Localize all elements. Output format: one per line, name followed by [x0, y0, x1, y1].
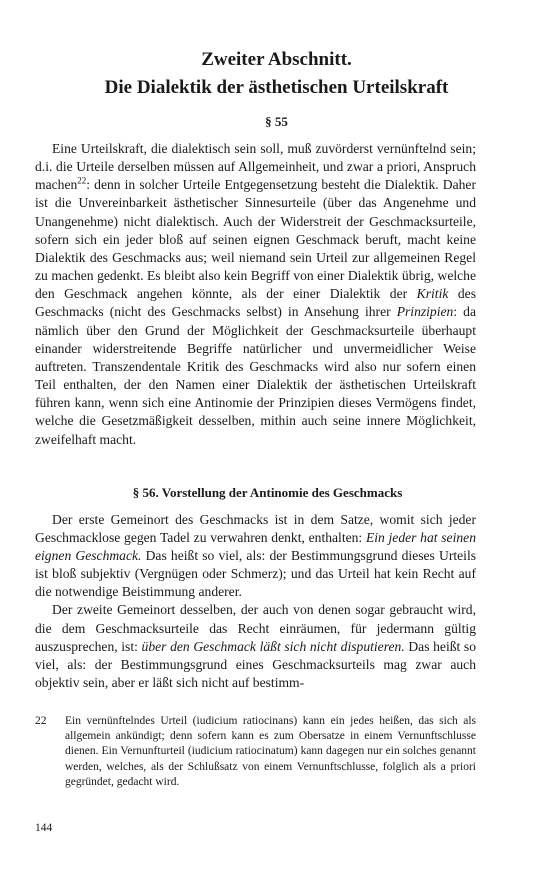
paragraph-56-text-2: [35, 601, 476, 692]
italic-kritik: Kritik: [416, 286, 449, 302]
text-run: des Geschmacks (nicht des Geschmacks selbst) in Ansehung ihrer: [35, 286, 476, 320]
text-run: Der erste Gemeinort des Geschmacks ist in dem Satze, womit sich jeder Geschmacklose gegen Tadel zu verwahren denkt, enthalten:: [35, 511, 476, 545]
paragraph-number-55: § 55: [265, 114, 288, 129]
text-run: Eine Urteilskraft, die dialektisch sein soll, muß zuvörderst vernünftelnd sein; d.i. die Urteile derselben müssen auf Allgemeinheit, und zwar a priori, Anspruch machen: [35, 141, 476, 193]
text-run: : denn in solcher Urteile Entgegensetzung besteht die Dialektik. Daher ist die Unvereinbarkeit ästhetischer Sinnesurteile (über das Angenehme und Unangenehme) nicht dialektisch. Auch der Widerstreit der Geschmacksurteile, sofern sich ein jeder bloß auf seinen eignen Geschmack beruft, macht keine Dialektik des Geschmacks aus; weil niemand sein Urteil zur allgemeinen Regel zu machen gedenkt. Es bleibt also kein Begriff von einer Dialektik übrig, welche den Geschmack angehen könnte, als der einer Dialektik der: [35, 177, 476, 302]
footnote-text: Ein vernünftelndes Urteil (iudicium ratiocinans) kann ein jedes heißen, das sich als allgemein ankündigt; denn sofern kann es zum Obersatze in einem Vernunftschlusse dienen. Ein Vernunfturteil (iudicium ratiocinatum) kann dagegen nur ein solches genannt werden, welches, als der Schlußsatz von einem Vernunftschlusse, folglich als a priori gegründet, gedacht wird.: [65, 715, 476, 788]
paragraph-56-text-1: [35, 511, 476, 602]
paragraph-56-title: § 56. Vorstellung der Antinomie des Geschmacks: [132, 484, 403, 500]
heading-line-2: Die Dialektik der ästhetischen Urteilskraft: [104, 77, 449, 98]
section-heading: [35, 46, 476, 102]
page-number: 144: [35, 822, 53, 834]
heading-line-1: Zweiter Abschnitt.: [201, 49, 352, 70]
footnote-reference: 22: [77, 175, 87, 186]
italic-prinzipien: Prinzipien: [396, 304, 454, 320]
text-run: Das heißt so viel, als: der Bestimmungsgrund eines Geschmacksurteils mag zwar auch objektiv sein, aber er läßt sich nicht auf bestimm-: [35, 638, 477, 691]
paragraph-55-text: [35, 140, 476, 449]
italic-quote: Ein jeder hat seinen eignen Geschmack.: [35, 529, 476, 563]
footnote-number: 22: [35, 715, 47, 727]
footnote: [35, 714, 476, 790]
text-run: Der zweite Gemeinort desselben, der auch von denen sogar gebraucht wird, die dem Geschmacksurteile das Recht einräumen, für jedermann gültig auszusprechen, ist:: [35, 602, 476, 654]
text-run: : da nämlich über den Grund der Möglichkeit der Geschmacksurteile überhaupt einander widerstreitende Begriffe natürlicher und unvermeidlicher Weise auftreten. Transzendentale Kritik des Geschmacks wird also nur sofern einen Teil enthalten, der den Namen einer Dialektik der ästhetischen Urteilskraft führen kann, wenn sich eine Antinomie der Prinzipien dieses Vermögens findet, welche die Gesetzmäßigkeit desselben, mithin auch seine innere Möglichkeit, zweifelhaft macht.: [35, 304, 476, 447]
italic-quote: über den Geschmack läßt sich nicht disputieren.: [141, 638, 405, 654]
text-run: Das heißt so viel, als: der Bestimmungsgrund dieses Urteils ist bloß subjektiv (Vergnügen oder Schmerz); und das Urteil hat kein Recht auf die notwendige Beistimmung anderer.: [35, 547, 477, 600]
